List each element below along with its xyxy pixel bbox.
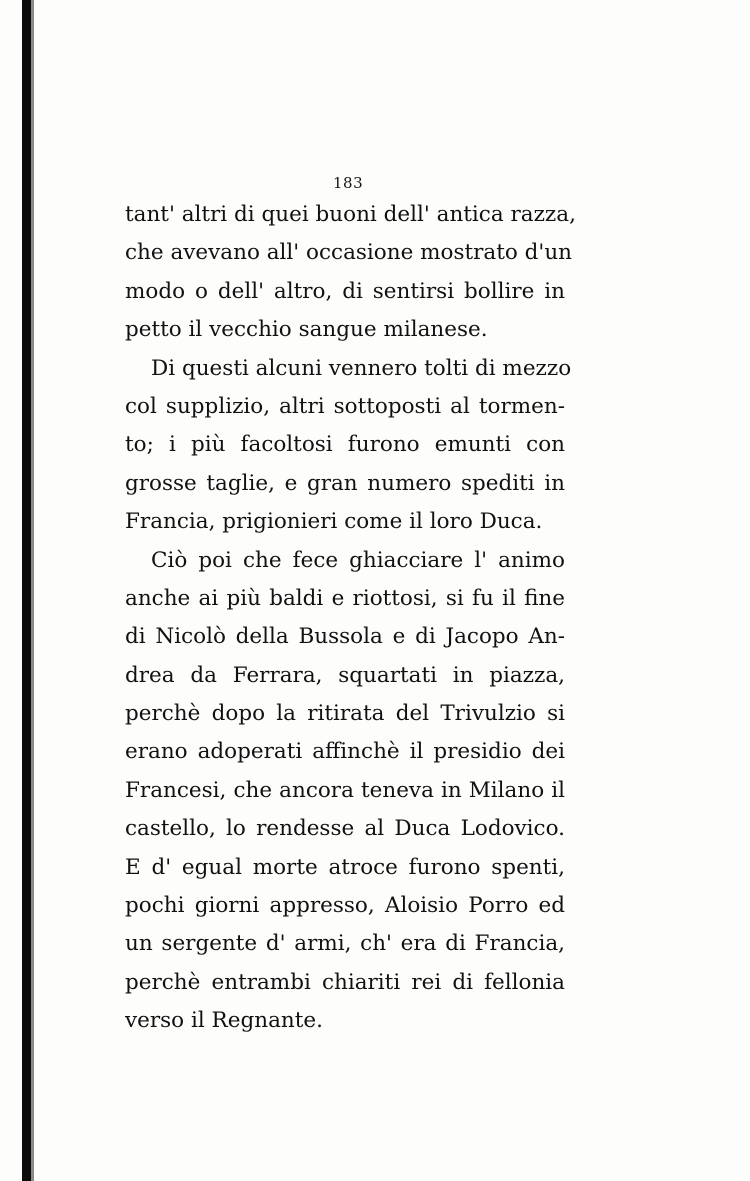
text-line: Di questi alcuni vennero tolti di mezzo — [151, 355, 572, 381]
text-line: perchè dopo la ritirata del Trivulzio si — [125, 701, 565, 727]
text-line: tant' altri di quei buoni dell' antica razza, — [125, 202, 576, 227]
text-line: verso il Regnante. — [125, 1008, 323, 1034]
text-line: drea da Ferrara, squartati in piazza, — [125, 662, 565, 688]
text-line: Francesi, che ancora teneva in Milano il — [125, 777, 565, 803]
text-line: modo o dell' altro, di sentirsi bollire in — [125, 278, 565, 304]
text-line: anche ai più baldi e riottosi, si fu il fine — [125, 585, 565, 611]
text-line: grosse taglie, e gran numero spediti in — [125, 470, 565, 496]
text-line: erano adoperati affinchè il presidio dei — [125, 739, 565, 765]
page-number: 183 — [333, 174, 364, 192]
text-line: di Nicolò della Bussola e di Jacopo An- — [125, 624, 565, 650]
text-line: pochi giorni appresso, Aloisio Porro ed — [125, 893, 565, 919]
text-line: E d' egual morte atroce furono spenti, — [125, 854, 565, 880]
body-text — [125, 196, 576, 1041]
text-line: to; i più facoltosi furono emunti con — [125, 432, 565, 458]
text-line: Francia, prigionieri come il loro Duca. — [125, 509, 543, 535]
text-line: un sergente d' armi, ch' era di Francia, — [125, 931, 565, 957]
binding-shadow — [31, 0, 34, 1181]
text-line: che avevano all' occasione mostrato d'un — [125, 240, 573, 266]
text-line: castello, lo rendesse al Duca Lodovico. — [125, 816, 565, 842]
text-line: Ciò poi che fece ghiacciare l' animo — [151, 547, 565, 573]
text-line: col supplizio, altri sottoposti al tormen- — [125, 393, 565, 419]
binding-edge — [22, 0, 31, 1181]
text-line: petto il vecchio sangue milanese. — [125, 317, 488, 343]
text-line: perchè entrambi chiariti rei di fellonia — [125, 969, 565, 995]
